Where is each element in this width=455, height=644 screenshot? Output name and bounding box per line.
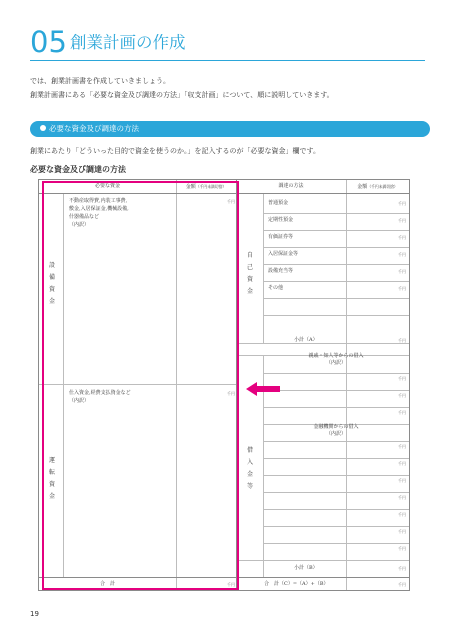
subtotal-a-label: 小計（A）	[294, 337, 318, 343]
section-description: 創業にあたり「どういった目的で資金を使うのか。」を記入するのが「必要な資金」欄です。	[30, 147, 320, 155]
table-title: 必要な資金及び調達の方法	[30, 164, 126, 174]
row-line	[263, 475, 409, 476]
col-header-amount-right	[346, 183, 409, 191]
own-item-4: 入居保証金等	[268, 251, 299, 257]
row-line	[263, 298, 409, 299]
own-item-2: 定期性預金	[268, 217, 294, 223]
family-loan-heading: 親戚・知人等からの借入	[308, 353, 364, 359]
page-number: 19	[30, 610, 39, 618]
yen-unit: 千円	[227, 199, 235, 204]
operating-category-label: 運転資金	[48, 457, 55, 500]
grand-total-label: 合 計（C）=（A）+（B）	[264, 581, 329, 587]
yen-unit: 千円	[398, 478, 406, 483]
family-loan-breakdown: （内訳）	[325, 360, 346, 366]
own-item-3: 有価証券等	[268, 234, 294, 240]
yen-unit: 千円	[398, 376, 406, 381]
row-line	[263, 281, 409, 282]
intro-paragraph	[30, 74, 430, 102]
yen-unit: 千円	[398, 338, 406, 343]
amount-label: 金額	[185, 184, 196, 190]
yen-unit: 千円	[398, 286, 406, 291]
equipment-item-2: 敷金,入居保証金,機械設備,	[69, 206, 129, 212]
left-arrow-icon	[246, 382, 280, 396]
operating-item-2: （内訳）	[69, 398, 90, 404]
intro-line-1: では、創業計画書を作成していきましょう。	[30, 77, 170, 85]
highlight-frame	[42, 181, 239, 590]
bank-loan-breakdown: （内訳）	[325, 431, 346, 437]
yen-unit: 千円	[398, 235, 406, 240]
yen-unit: 千円	[398, 393, 406, 398]
equipment-item-1: 不動産取得費,内装工事費,	[69, 198, 128, 204]
yen-unit: 千円	[398, 529, 406, 534]
row-line	[263, 264, 409, 265]
amount-unit: （千円未満切捨）	[195, 184, 227, 189]
amount-unit: （千円未満切捨）	[367, 184, 398, 189]
row-line	[237, 560, 409, 561]
left-total-label: 合 計	[99, 581, 115, 587]
chapter-number: 05	[30, 25, 67, 59]
yen-unit: 千円	[398, 546, 406, 551]
row-line	[263, 373, 409, 374]
yen-unit: 千円	[398, 512, 406, 517]
section-heading	[30, 121, 430, 137]
section-heading-label: 必要な資金及び調達の方法	[49, 124, 139, 133]
subtotal-b-label: 小計（B）	[294, 565, 318, 571]
bank-loan-heading: 金融機関からの借入	[313, 424, 359, 430]
col-header-need: 必要な資金	[94, 183, 120, 189]
yen-unit: 千円	[398, 410, 406, 415]
amount-label: 金額	[357, 184, 368, 190]
bullet-icon	[40, 125, 46, 131]
chapter-header	[30, 26, 425, 62]
own-item-5: 設備充当等	[268, 268, 294, 274]
yen-unit: 千円	[398, 566, 406, 571]
own-item-1: 普通預金	[268, 200, 289, 206]
header-divider	[30, 60, 425, 61]
yen-unit: 千円	[398, 218, 406, 223]
row-line	[263, 213, 409, 214]
yen-unit: 千円	[398, 201, 406, 206]
row-line	[263, 526, 409, 527]
yen-unit: 千円	[227, 582, 235, 587]
equipment-item-4: （内訳）	[69, 222, 90, 228]
row-line	[263, 407, 409, 408]
yen-unit: 千円	[398, 252, 406, 257]
row-line	[263, 247, 409, 248]
own-funds-category-label: 自己資金	[246, 252, 253, 295]
row-line	[263, 315, 409, 316]
own-item-6: その他	[268, 285, 284, 291]
yen-unit: 千円	[398, 582, 406, 587]
col-header-method: 調達の方法	[278, 183, 304, 189]
yen-unit: 千円	[398, 269, 406, 274]
equipment-item-3: 什器備品など	[69, 214, 100, 220]
yen-unit: 千円	[398, 495, 406, 500]
row-line	[263, 390, 409, 391]
row-line	[263, 543, 409, 544]
yen-unit: 千円	[398, 444, 406, 449]
yen-unit: 千円	[398, 461, 406, 466]
right-amount-divider	[346, 180, 347, 590]
borrowing-category-label: 借入金等	[246, 447, 253, 490]
row-line	[263, 230, 409, 231]
yen-unit: 千円	[227, 391, 235, 396]
row-line	[263, 441, 409, 442]
row-line	[237, 343, 409, 344]
operating-item-1: 仕入資金,経費支払資金など	[69, 390, 131, 396]
chapter-title: 創業計画の作成	[70, 33, 186, 52]
row-line	[263, 509, 409, 510]
equipment-category-label: 設備資金	[48, 262, 55, 305]
row-line	[263, 458, 409, 459]
row-line	[263, 492, 409, 493]
intro-line-2: 創業計画書にある「必要な資金及び調達の方法」「収支計画」について、順に説明していきます。	[30, 91, 334, 99]
own-category-divider	[263, 193, 264, 343]
